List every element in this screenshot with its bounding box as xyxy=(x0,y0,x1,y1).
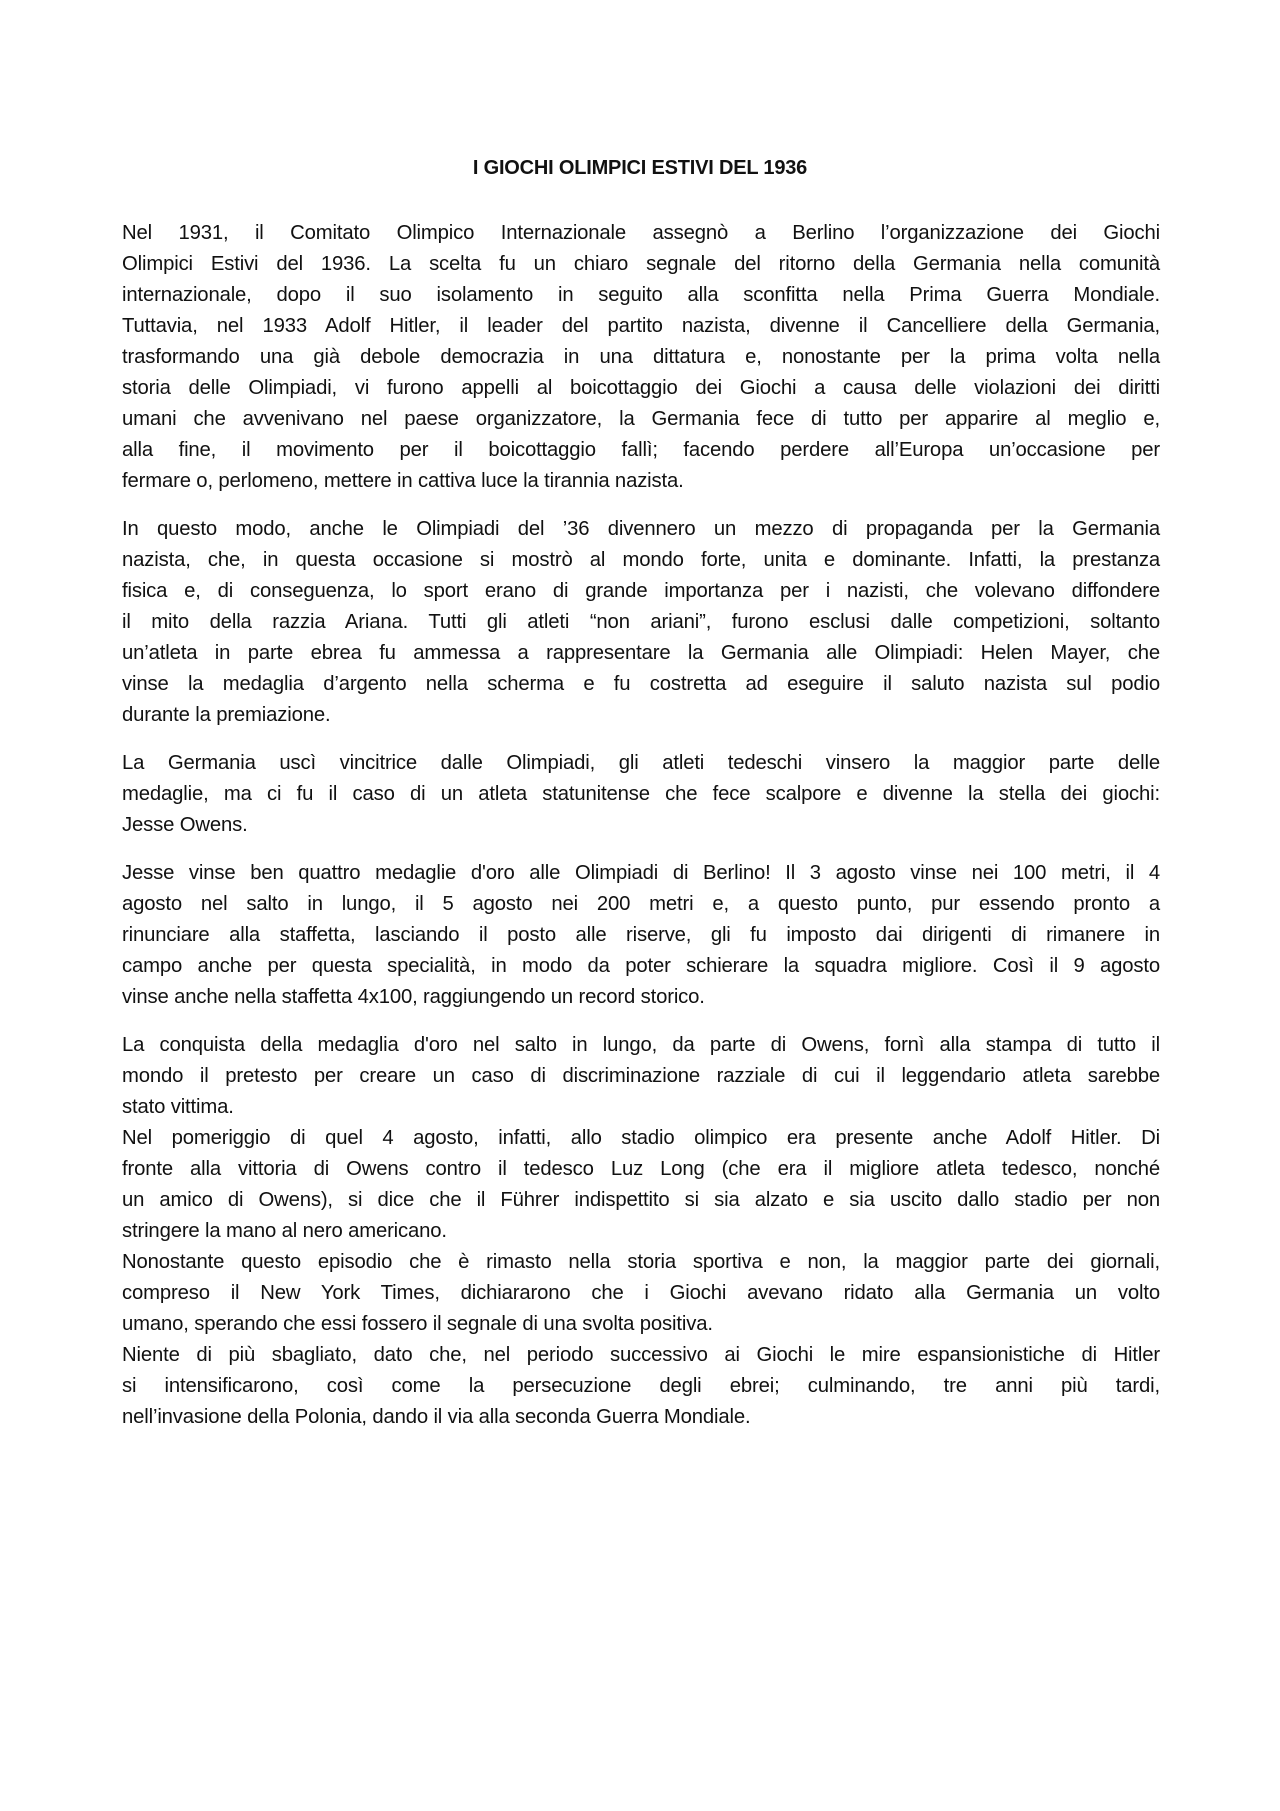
text-line: agosto nel salto in lungo, il 5 agosto nei 200 metri e, a questo punto, pur essendo pronto a xyxy=(122,893,1160,915)
text-line: Nonostante questo episodio che è rimasto nella storia sportiva e non, la maggior parte dei giornali, xyxy=(122,1251,1160,1273)
text-line: Niente di più sbagliato, dato che, nel periodo successivo ai Giochi le mire espansionistiche di Hitler xyxy=(122,1344,1160,1366)
text-line: storia delle Olimpiadi, vi furono appelli al boicottaggio dei Giochi a causa delle violazioni dei diritti xyxy=(122,377,1160,399)
text-line: vinse la medaglia d’argento nella scherma e fu costretta ad eseguire il saluto nazista sul podio xyxy=(122,673,1160,695)
text-line: stato vittima. xyxy=(122,1096,234,1118)
paragraph xyxy=(122,1030,1160,1123)
text-line: medaglie, ma ci fu il caso di un atleta statunitense che fece scalpore e divenne la stella dei giochi: xyxy=(122,783,1160,805)
text-line: nell’invasione della Polonia, dando il via alla seconda Guerra Mondiale. xyxy=(122,1406,751,1428)
text-line: alla fine, il movimento per il boicottaggio fallì; facendo perdere all’Europa un’occasione per xyxy=(122,439,1160,461)
text-line: Jesse vinse ben quattro medaglie d'oro alle Olimpiadi di Berlino! Il 3 agosto vinse nei 100 metri, il 4 xyxy=(122,862,1160,884)
paragraph xyxy=(122,748,1160,841)
document-title: I GIOCHI OLIMPICI ESTIVI DEL 1936 xyxy=(472,157,808,179)
text-line: trasformando una già debole democrazia in una dittatura e, nonostante per la prima volta nella xyxy=(122,346,1160,368)
text-line: vinse anche nella staffetta 4x100, raggiungendo un record storico. xyxy=(122,986,705,1008)
paragraph xyxy=(122,1247,1160,1340)
text-line: Olimpici Estivi del 1936. La scelta fu un chiaro segnale del ritorno della Germania nella comunità xyxy=(122,253,1160,275)
text-line: fronte alla vittoria di Owens contro il tedesco Luz Long (che era il migliore atleta tedesco, nonché xyxy=(122,1158,1160,1180)
text-line: umani che avvenivano nel paese organizzatore, la Germania fece di tutto per apparire al meglio e, xyxy=(122,408,1160,430)
text-line: Nel 1931, il Comitato Olimpico Internazionale assegnò a Berlino l’organizzazione dei Giochi xyxy=(122,222,1160,244)
text-line: In questo modo, anche le Olimpiadi del ’36 divennero un mezzo di propaganda per la Germania xyxy=(122,518,1160,540)
text-line: La Germania uscì vincitrice dalle Olimpiadi, gli atleti tedeschi vinsero la maggior parte delle xyxy=(122,752,1160,774)
text-line: umano, sperando che essi fossero il segnale di una svolta positiva. xyxy=(122,1313,713,1335)
paragraph xyxy=(122,218,1160,497)
paragraph xyxy=(122,1340,1160,1433)
text-line: compreso il New York Times, dichiararono che i Giochi avevano ridato alla Germania un volto xyxy=(122,1282,1160,1304)
text-line: stringere la mano al nero americano. xyxy=(122,1220,447,1242)
text-line: un’atleta in parte ebrea fu ammessa a rappresentare la Germania alle Olimpiadi: Helen Mayer, che xyxy=(122,642,1160,664)
paragraph xyxy=(122,514,1160,731)
text-line: fisica e, di conseguenza, lo sport erano di grande importanza per i nazisti, che volevano diffondere xyxy=(122,580,1160,602)
text-line: un amico di Owens), si dice che il Führer indispettito si sia alzato e sia uscito dallo stadio per non xyxy=(122,1189,1160,1211)
text-line: mondo il pretesto per creare un caso di discriminazione razziale di cui il leggendario atleta sarebbe xyxy=(122,1065,1160,1087)
text-line: Nel pomeriggio di quel 4 agosto, infatti, allo stadio olimpico era presente anche Adolf Hitler. Di xyxy=(122,1127,1160,1149)
paragraph xyxy=(122,1123,1160,1247)
text-line: campo anche per questa specialità, in modo da poter schierare la squadra migliore. Così il 9 agosto xyxy=(122,955,1160,977)
text-line: rinunciare alla staffetta, lasciando il posto alle riserve, gli fu imposto dai dirigenti di rimanere in xyxy=(122,924,1160,946)
text-line: internazionale, dopo il suo isolamento in seguito alla sconfitta nella Prima Guerra Mondiale. xyxy=(122,284,1160,306)
text-line: si intensificarono, così come la persecuzione degli ebrei; culminando, tre anni più tardi, xyxy=(122,1375,1160,1397)
text-line: Jesse Owens. xyxy=(122,814,248,836)
text-line: Tuttavia, nel 1933 Adolf Hitler, il leader del partito nazista, divenne il Cancelliere della Germania, xyxy=(122,315,1160,337)
document-body xyxy=(122,218,1160,1450)
text-line: il mito della razzia Ariana. Tutti gli atleti “non ariani”, furono esclusi dalle competizioni, soltanto xyxy=(122,611,1160,633)
paragraph xyxy=(122,858,1160,1013)
text-line: nazista, che, in questa occasione si mostrò al mondo forte, unita e dominante. Infatti, la prestanza xyxy=(122,549,1160,571)
text-line: fermare o, perlomeno, mettere in cattiva luce la tirannia nazista. xyxy=(122,470,684,492)
text-line: durante la premiazione. xyxy=(122,704,331,726)
text-line: La conquista della medaglia d'oro nel salto in lungo, da parte di Owens, fornì alla stampa di tutto il xyxy=(122,1034,1160,1056)
